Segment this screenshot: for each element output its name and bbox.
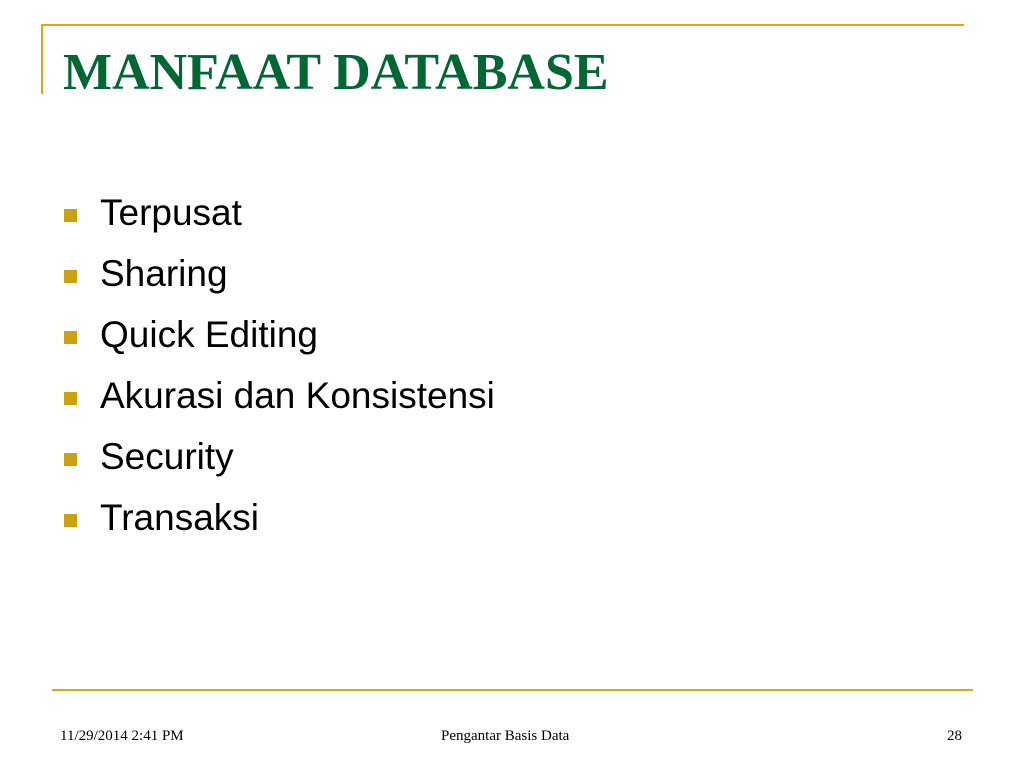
- bullet-text: Sharing: [100, 253, 228, 294]
- bullet-text: Transaksi: [100, 497, 260, 538]
- bullet-item-quick-editing: [64, 310, 495, 371]
- footer-divider-line: [52, 689, 973, 691]
- square-bullet-icon: [64, 392, 77, 405]
- title-accent-left-line: [41, 24, 43, 94]
- square-bullet-icon: [64, 453, 77, 466]
- slide-title: MANFAAT DATABASE: [63, 44, 609, 101]
- title-accent-top-line: [41, 24, 964, 26]
- bullet-text: Terpusat: [100, 192, 242, 233]
- bullet-item-terpusat: [64, 188, 495, 249]
- footer-title: Pengantar Basis Data: [441, 728, 570, 744]
- bullet-list: [64, 188, 495, 554]
- footer-page-number: 28: [947, 728, 962, 744]
- square-bullet-icon: [64, 331, 77, 344]
- bullet-item-transaksi: [64, 493, 495, 554]
- bullet-text: Akurasi dan Konsistensi: [100, 375, 495, 416]
- square-bullet-icon: [64, 209, 77, 222]
- square-bullet-icon: [64, 514, 77, 527]
- footer-date: 11/29/2014 2:41 PM: [60, 728, 184, 744]
- bullet-item-security: [64, 432, 495, 493]
- square-bullet-icon: [64, 270, 77, 283]
- bullet-text: Quick Editing: [100, 314, 318, 355]
- bullet-item-sharing: [64, 249, 495, 310]
- bullet-item-akurasi-dan-konsistensi: [64, 371, 495, 432]
- bullet-text: Security: [100, 436, 234, 477]
